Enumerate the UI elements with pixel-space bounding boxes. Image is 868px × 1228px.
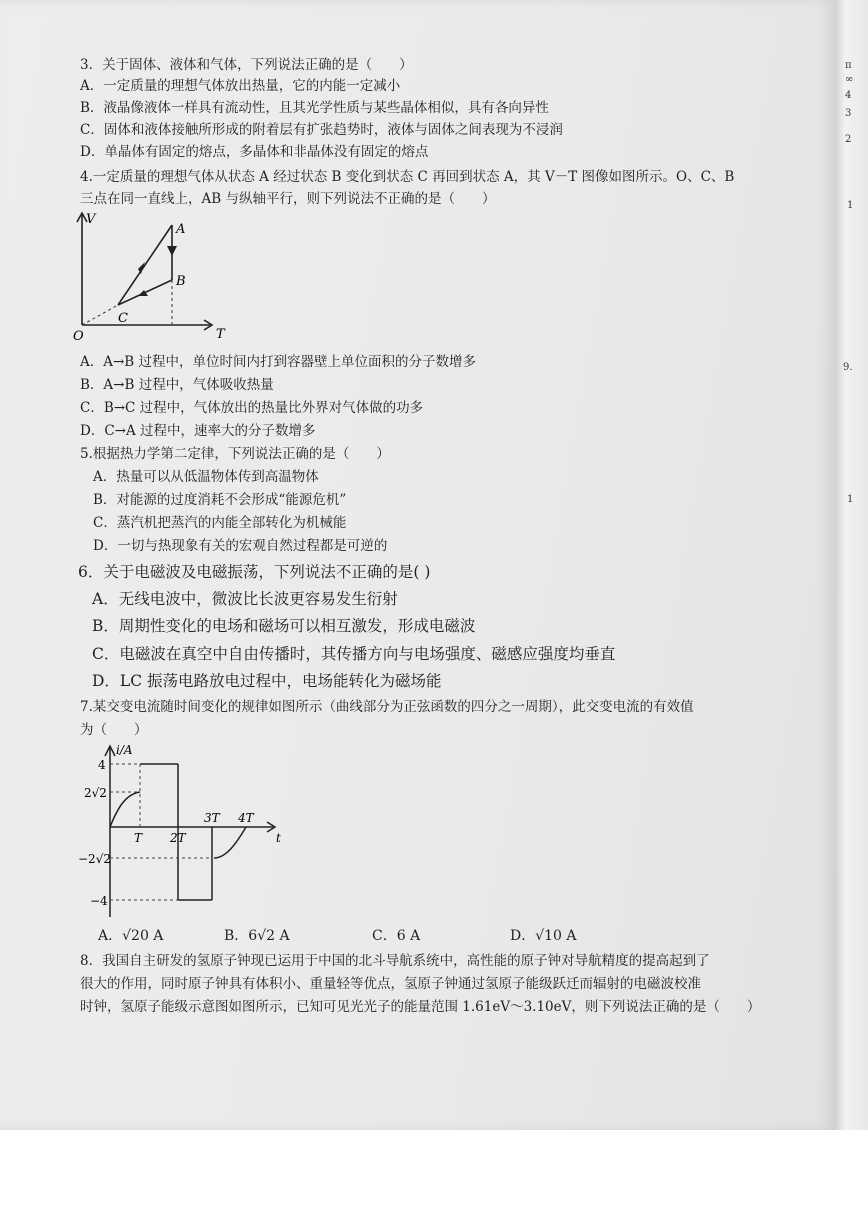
q6-option-d: D．LC 振荡电路放电过程中，电场能转化为磁场能 [92, 672, 442, 690]
q5-option-d: D．一切与热现象有关的宏观自然过程都是可逆的 [93, 538, 388, 554]
edge-mark: π [845, 60, 852, 71]
q7-tick-n4: −4 [90, 894, 108, 908]
q8-line3: 时钟，氢原子能级示意图如图所示，已知可见光光子的能量范围 1.61eV～3.10eV，则下列说法正确的是（ ） [80, 999, 761, 1015]
q7-current-graph [78, 742, 288, 924]
q3-option-c: C．固体和液体接触所形成的附着层有扩张趋势时，液体与固体之间表现为不浸润 [80, 122, 563, 138]
q6-stem: 6．关于电磁波及电磁振荡，下列说法不正确的是( ) [78, 563, 431, 581]
q4-axis-t-label: T [216, 327, 225, 342]
q8-line2: 很大的作用，同时原子钟具有体积小、重量轻等优点，氢原子钟通过氢原子能级跃迁而辐射的电磁波校准 [80, 976, 701, 992]
q4-option-d: D．C→A 过程中，速率大的分子数增多 [80, 423, 316, 439]
q4-option-c: C．B→C 过程中，气体放出的热量比外界对气体做的功多 [80, 400, 424, 416]
q5-option-b: B．对能源的过度消耗不会形成“能源危机” [93, 492, 347, 508]
q8-line1: 8．我国自主研发的氢原子钟现已运用于中国的北斗导航系统中，高性能的原子钟对导航精度的提高起到了 [80, 953, 710, 969]
edge-mark: 1 [847, 494, 854, 505]
q5-option-a: A．热量可以从低温物体传到高温物体 [93, 469, 319, 485]
q4-origin-label: O [73, 329, 84, 344]
q7-option-c: C．6 A [372, 928, 421, 944]
q7-tick-t: T [134, 831, 143, 845]
q7-option-d: D．√10 A [510, 928, 577, 944]
q6-option-a: A．无线电波中，微波比长波更容易发生衍射 [92, 590, 398, 608]
q5-stem: 5.根据热力学第二定律，下列说法正确的是（ ） [80, 446, 390, 462]
q7-stem-line2: 为（ ） [80, 722, 148, 738]
q7-axis-x-label: t [276, 831, 281, 845]
q3-stem: 3．关于固体、液体和气体，下列说法正确的是（ ） [80, 57, 413, 73]
edge-mark: 9. [843, 362, 853, 373]
q7-stem-line1: 7.某交变电流随时间变化的规律如图所示（曲线部分为正弦函数的四分之一周期），此交变电流的有效值 [80, 699, 694, 715]
edge-mark: ∞ [845, 74, 854, 85]
q7-tick-2r2: 2√2 [84, 786, 107, 800]
q7-tick-2t: 2T [170, 831, 186, 845]
q4-point-b-label: B [176, 274, 186, 289]
q4-point-a-label: A [176, 222, 186, 237]
q7-tick-3t: 3T [204, 811, 220, 825]
q4-stem-line1: 4.一定质量的理想气体从状态 A 经过状态 B 变化到状态 C 再回到状态 A，其 V－T 图像如图所示。O、C、B [80, 169, 735, 185]
edge-mark: 4 [845, 90, 852, 101]
q5-option-c: C．蒸汽机把蒸汽的内能全部转化为机械能 [93, 515, 347, 531]
q3-option-a: A．一定质量的理想气体放出热量，它的内能一定减小 [80, 78, 401, 94]
q7-option-a: A．√20 A [98, 928, 164, 944]
q7-tick-4: 4 [98, 758, 106, 772]
q6-option-b: B．周期性变化的电场和磁场可以相互激发，形成电磁波 [92, 617, 476, 635]
edge-mark: 1 [847, 200, 854, 211]
q7-tick-n2r2: −2√2 [78, 852, 111, 866]
edge-mark: 3 [845, 108, 852, 119]
q4-option-a: A．A→B 过程中，单位时间内打到容器壁上单位面积的分子数增多 [80, 354, 477, 370]
q3-option-b: B．液晶像液体一样具有流动性，且其光学性质与某些晶体相似，具有各向异性 [80, 100, 549, 116]
q4-vt-graph [70, 210, 230, 345]
q4-axis-v-label: V [86, 212, 96, 227]
q7-axis-y-label: i/A [116, 743, 133, 757]
q4-point-c-label: C [118, 311, 128, 326]
q3-option-d: D．单晶体有固定的熔点，多晶体和非晶体没有固定的熔点 [80, 144, 429, 160]
q7-option-b: B．6√2 A [224, 928, 290, 944]
q7-tick-4t: 4T [238, 811, 254, 825]
q4-option-b: B．A→B 过程中，气体吸收热量 [80, 377, 274, 393]
q6-option-c: C．电磁波在真空中自由传播时，其传播方向与电场强度、磁感应强度均垂直 [92, 645, 616, 663]
edge-mark: 2 [845, 134, 852, 145]
q4-stem-line2: 三点在同一直线上，AB 与纵轴平行，则下列说法不正确的是（ ） [80, 191, 496, 207]
next-page-edge [835, 0, 868, 1130]
